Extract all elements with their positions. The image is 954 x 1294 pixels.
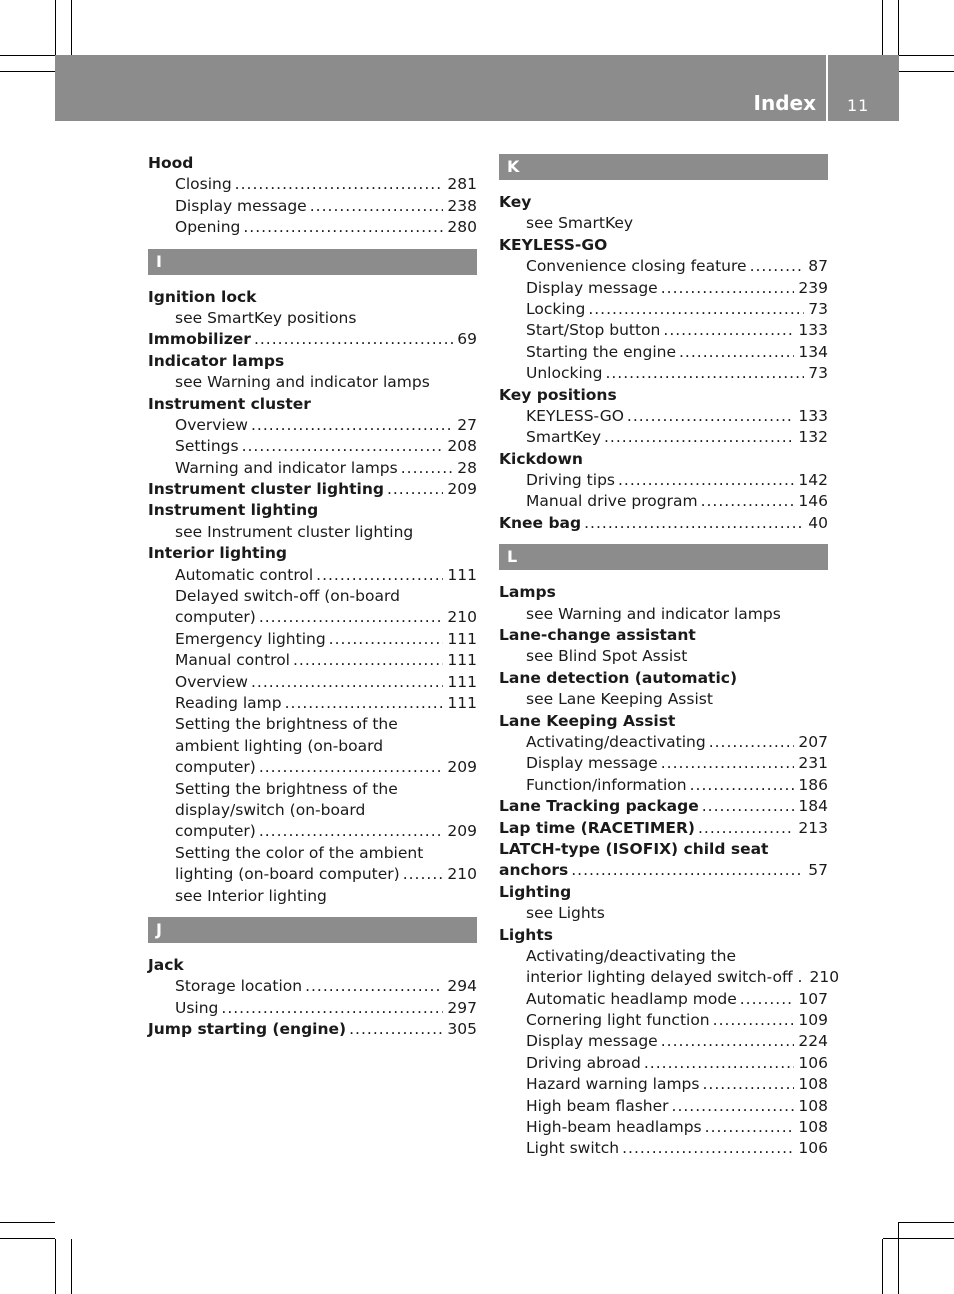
entry-text: Setting the brightness of the <box>175 715 398 734</box>
leader-dots <box>702 1074 794 1095</box>
page-ref: 294 <box>447 977 477 996</box>
index-subentry <box>499 989 828 1010</box>
entry-text: Driving abroad <box>526 1053 641 1072</box>
index-subentry <box>148 217 477 238</box>
entry-text: Unlocking <box>526 364 603 383</box>
index-subentry <box>148 586 477 607</box>
entry-text: ambient lighting (on-board <box>175 736 384 755</box>
entry-text: Key positions <box>499 385 617 404</box>
page-ref: 107 <box>798 989 828 1008</box>
index-subentry <box>499 689 828 710</box>
entry-text: Indicator lamps <box>148 351 285 370</box>
index-subentry <box>148 672 477 693</box>
page-ref: 231 <box>798 754 828 773</box>
index-entry <box>499 925 828 946</box>
leader-dots <box>661 278 795 299</box>
index-subentry <box>499 1096 828 1117</box>
leader-dots <box>622 1138 794 1159</box>
leader-dots <box>259 607 444 628</box>
index-entry <box>499 796 828 817</box>
index-subentry <box>499 342 828 363</box>
crop-mark <box>55 0 56 55</box>
index-entry <box>499 625 828 646</box>
entry-text: see Interior lighting <box>175 886 327 905</box>
entry-text: Display message <box>526 278 658 297</box>
entry-text: Hood <box>148 154 194 172</box>
leader-dots <box>750 256 805 277</box>
index-entry <box>499 882 828 903</box>
index-subentry <box>148 998 477 1019</box>
entry-text: Instrument cluster lighting <box>148 480 384 499</box>
index-subentry <box>148 976 477 997</box>
leader-dots <box>679 342 794 363</box>
entry-text: Closing <box>175 175 232 194</box>
leader-dots <box>221 998 443 1019</box>
leader-dots <box>259 757 444 778</box>
entry-text: computer) <box>175 608 256 627</box>
entry-text: Lane Tracking package <box>499 797 699 816</box>
index-subentry <box>148 522 477 543</box>
entry-text: see Warning and indicator lamps <box>175 373 430 392</box>
index-entry <box>499 839 828 860</box>
crop-mark <box>71 0 72 55</box>
page-ref: 210 <box>447 608 477 627</box>
leader-dots <box>285 693 444 714</box>
entry-text: Using <box>175 998 219 1017</box>
leader-dots <box>605 363 804 384</box>
entry-text: see Instrument cluster lighting <box>175 522 414 541</box>
entry-text: anchors <box>499 861 569 880</box>
index-subentry <box>148 886 477 907</box>
page-ref: 224 <box>798 1032 828 1051</box>
leader-dots <box>571 860 804 881</box>
entry-text: Key <box>499 193 532 211</box>
leader-dots <box>663 320 794 341</box>
crop-mark <box>0 55 55 56</box>
index-subentry <box>148 864 477 885</box>
page-ref: 106 <box>798 1053 828 1072</box>
entry-text: High beam flasher <box>526 1096 669 1115</box>
leader-dots <box>604 427 794 448</box>
entry-text: lighting (on-board computer) <box>175 865 400 884</box>
index-entry <box>148 955 477 976</box>
leader-dots <box>588 299 804 320</box>
entry-text: Warning and indicator lamps <box>175 458 398 477</box>
page-ref: 132 <box>798 428 828 447</box>
entry-text: Automatic headlamp mode <box>526 989 737 1008</box>
crop-mark <box>0 1222 55 1223</box>
page-ref: 69 <box>457 330 477 349</box>
leader-dots <box>690 775 795 796</box>
index-entry <box>148 351 477 372</box>
index-subentry <box>499 903 828 924</box>
index-entry <box>499 449 828 470</box>
entry-text: Automatic control <box>175 565 314 584</box>
entry-text: Starting the engine <box>526 342 676 361</box>
leader-dots <box>740 989 795 1010</box>
page-number: 11 <box>847 96 870 115</box>
page-ref: 305 <box>447 1020 477 1039</box>
entry-text: see Warning and indicator lamps <box>526 604 781 623</box>
entry-text: Setting the brightness of the <box>175 779 398 798</box>
index-entry <box>499 860 828 881</box>
leader-dots <box>701 491 795 512</box>
index-subentry <box>148 693 477 714</box>
entry-text: Manual drive program <box>526 492 698 511</box>
page-ref: 27 <box>457 415 477 434</box>
index-subentry <box>148 415 477 436</box>
index-subentry <box>499 1010 828 1031</box>
leader-dots <box>618 470 794 491</box>
index-subentry <box>148 174 477 195</box>
page-ref: 281 <box>447 175 477 194</box>
index-entry <box>499 711 828 732</box>
section-letter-k: K <box>499 154 828 180</box>
index-subentry <box>148 714 477 735</box>
leader-dots <box>316 565 443 586</box>
entry-text: computer) <box>175 822 256 841</box>
entry-text: Start/Stop button <box>526 321 661 340</box>
leader-dots <box>661 1031 795 1052</box>
entry-text: see SmartKey <box>526 214 634 233</box>
leader-dots <box>698 818 794 839</box>
crop-mark <box>55 1239 56 1294</box>
index-entry <box>148 153 477 174</box>
page-ref: 208 <box>447 437 477 456</box>
leader-dots <box>242 436 444 457</box>
entry-text: Ignition lock <box>148 287 257 306</box>
page-ref: 111 <box>447 693 477 712</box>
leader-dots <box>251 672 443 693</box>
leader-dots <box>401 458 454 479</box>
page-ref: 111 <box>447 672 477 691</box>
page-ref: 146 <box>798 492 828 511</box>
crop-mark <box>882 0 883 55</box>
index-entry <box>499 668 828 689</box>
leader-dots <box>644 1053 795 1074</box>
entry-text: Light switch <box>526 1139 620 1158</box>
entry-text: Display message <box>175 196 307 215</box>
index-subentry <box>499 491 828 512</box>
leader-dots <box>705 1117 795 1138</box>
index-entry <box>499 192 828 213</box>
index-subentry <box>148 800 477 821</box>
entry-text: interior lighting delayed switch-off . <box>526 968 803 987</box>
index-subentry <box>148 458 477 479</box>
index-subentry <box>148 436 477 457</box>
crop-mark <box>899 55 954 56</box>
page-ref: 209 <box>447 480 477 499</box>
leader-dots <box>259 821 444 842</box>
entry-text: Manual control <box>175 651 290 670</box>
leader-dots <box>627 406 795 427</box>
page-ref: 133 <box>798 321 828 340</box>
crop-mark <box>898 1222 899 1294</box>
crop-mark <box>0 71 55 72</box>
section-letter-l: L <box>499 544 828 570</box>
entry-text: Lights <box>499 925 553 944</box>
page-ref: 297 <box>447 998 477 1017</box>
index-subentry <box>499 604 828 625</box>
entry-text: Cornering light function <box>526 1011 710 1030</box>
leader-dots <box>349 1019 443 1040</box>
page-title: Index <box>753 91 816 115</box>
leader-dots <box>243 217 443 238</box>
index-entry <box>499 582 828 603</box>
crop-mark <box>899 71 954 72</box>
page-ref: 108 <box>798 1096 828 1115</box>
page-ref: 108 <box>798 1075 828 1094</box>
entry-text: Kickdown <box>499 449 583 468</box>
page-ref: 207 <box>798 732 828 751</box>
index-subentry <box>148 650 477 671</box>
entry-text: see Lane Keeping Assist <box>526 690 713 709</box>
entry-text: Setting the color of the ambient <box>175 843 424 862</box>
entry-text: Lane Keeping Assist <box>499 711 676 730</box>
index-subentry <box>499 320 828 341</box>
page-ref: 186 <box>798 775 828 794</box>
section-letter-j: J <box>148 917 477 943</box>
entry-text: Activating/deactivating <box>526 732 706 751</box>
page-ref: 111 <box>447 651 477 670</box>
index-subentry <box>499 946 828 967</box>
entry-text: Display message <box>526 754 658 773</box>
entry-text: Knee bag <box>499 513 582 532</box>
page-ref: 111 <box>447 629 477 648</box>
index-entry <box>148 500 477 521</box>
page-ref: 73 <box>808 299 828 318</box>
page-ref: 28 <box>457 458 477 477</box>
entry-text: display/switch (on-board <box>175 800 366 819</box>
page-ref: 106 <box>798 1139 828 1158</box>
crop-mark <box>71 1239 72 1294</box>
index-subentry <box>499 278 828 299</box>
page-ref: 73 <box>808 364 828 383</box>
index-subentry <box>148 843 477 864</box>
leader-dots <box>293 650 443 671</box>
header-divider <box>826 55 828 121</box>
index-entry <box>148 329 477 350</box>
entry-text: Interior lighting <box>148 544 287 563</box>
index-column-left <box>148 153 477 1040</box>
entry-text: Driving tips <box>526 471 615 490</box>
page-ref: 209 <box>447 758 477 777</box>
index-column-right <box>499 154 840 1160</box>
page-ref: 280 <box>447 218 477 237</box>
index-entry <box>148 287 477 308</box>
page-ref: 184 <box>798 797 828 816</box>
entry-text: Lane-change assistant <box>499 626 696 645</box>
index-entry <box>499 385 828 406</box>
entry-text: Activating/deactivating the <box>526 946 737 965</box>
leader-dots <box>305 976 443 997</box>
leader-dots <box>387 479 443 500</box>
index-subentry <box>499 406 828 427</box>
entry-text: Instrument lighting <box>148 501 319 520</box>
entry-text: Hazard warning lamps <box>526 1075 700 1094</box>
page-ref: 109 <box>798 1011 828 1030</box>
crop-mark <box>883 1238 954 1239</box>
page-ref: 209 <box>447 822 477 841</box>
index-entry <box>499 235 828 256</box>
index-subentry <box>499 646 828 667</box>
page-header <box>55 55 899 121</box>
entry-text: Reading lamp <box>175 693 282 712</box>
leader-dots <box>251 415 453 436</box>
leader-dots <box>661 753 795 774</box>
leader-dots <box>713 1010 795 1031</box>
index-subentry <box>499 732 828 753</box>
entry-text: Function/information <box>526 775 687 794</box>
entry-text: computer) <box>175 758 256 777</box>
index-subentry <box>148 196 477 217</box>
index-subentry <box>148 821 477 842</box>
entry-text: SmartKey <box>526 428 601 447</box>
index-subentry <box>499 1074 828 1095</box>
index-subentry <box>148 629 477 650</box>
page-ref: 238 <box>447 196 477 215</box>
index-entry <box>148 543 477 564</box>
leader-dots <box>672 1096 795 1117</box>
leader-dots <box>702 796 795 817</box>
entry-text: Storage location <box>175 977 303 996</box>
entry-text: Convenience closing feature <box>526 257 747 276</box>
index-subentry <box>148 372 477 393</box>
index-subentry <box>499 775 828 796</box>
entry-text: Display message <box>526 1032 658 1051</box>
entry-text: Lamps <box>499 583 556 602</box>
leader-dots <box>329 629 444 650</box>
leader-dots <box>584 513 804 534</box>
entry-text: Delayed switch-off (on-board <box>175 587 400 606</box>
crop-mark <box>899 1222 954 1223</box>
page-ref: 210 <box>809 968 840 987</box>
entry-text: Lap time (RACETIMER) <box>499 818 695 837</box>
entry-text: Overview <box>175 415 248 434</box>
entry-text: KEYLESS-GO <box>526 406 624 425</box>
leader-dots <box>709 732 795 753</box>
leader-dots <box>235 174 444 195</box>
index-subentry <box>499 1117 828 1138</box>
page-ref: 213 <box>798 818 828 837</box>
index-subentry <box>499 299 828 320</box>
index-subentry <box>148 757 477 778</box>
entry-text: see SmartKey positions <box>175 308 357 327</box>
index-subentry <box>148 736 477 757</box>
index-entry <box>499 818 828 839</box>
index-entry <box>148 394 477 415</box>
index-subentry <box>499 256 828 277</box>
index-subentry <box>148 565 477 586</box>
entry-text: see Lights <box>526 904 605 923</box>
index-subentry <box>499 1053 828 1074</box>
page-ref: 108 <box>798 1118 828 1137</box>
index-subentry <box>499 1138 828 1159</box>
leader-dots <box>254 329 453 350</box>
entry-text: Immobilizer <box>148 330 251 349</box>
page-ref: 57 <box>808 861 828 880</box>
page-ref: 210 <box>447 865 477 884</box>
index-subentry <box>499 967 840 988</box>
page-ref: 134 <box>798 342 828 361</box>
crop-mark <box>898 0 899 55</box>
entry-text: Lighting <box>499 882 572 901</box>
leader-dots <box>403 864 444 885</box>
page-ref: 142 <box>798 471 828 490</box>
entry-text: see Blind Spot Assist <box>526 647 688 666</box>
index-subentry <box>499 753 828 774</box>
entry-text: Jack <box>148 955 184 974</box>
entry-text: Overview <box>175 672 248 691</box>
entry-text: Lane detection (automatic) <box>499 668 738 687</box>
entry-text: Locking <box>526 299 586 318</box>
leader-dots <box>310 196 444 217</box>
entry-text: Jump starting (engine) <box>148 1020 347 1039</box>
entry-text: Instrument cluster <box>148 394 311 413</box>
section-letter-i: I <box>148 249 477 275</box>
page-ref: 40 <box>808 513 828 532</box>
index-subentry <box>499 213 828 234</box>
index-entry <box>148 1019 477 1040</box>
crop-mark <box>0 1238 55 1239</box>
page-ref: 111 <box>447 565 477 584</box>
index-subentry <box>148 308 477 329</box>
page-ref: 87 <box>808 257 828 276</box>
entry-text: High-beam headlamps <box>526 1118 702 1137</box>
entry-text: Opening <box>175 218 241 237</box>
page-ref: 239 <box>798 278 828 297</box>
index-subentry <box>148 607 477 628</box>
index-entry <box>148 479 477 500</box>
entry-text: Emergency lighting <box>175 629 326 648</box>
index-subentry <box>499 470 828 491</box>
index-subentry <box>499 363 828 384</box>
entry-text: LATCH-type (ISOFIX) child seat <box>499 839 769 858</box>
entry-text: Settings <box>175 437 239 456</box>
crop-mark <box>882 1239 883 1294</box>
index-subentry <box>499 1031 828 1052</box>
index-subentry <box>499 427 828 448</box>
entry-text: KEYLESS-GO <box>499 235 608 254</box>
index-entry <box>499 513 828 534</box>
page-ref: 133 <box>798 406 828 425</box>
index-subentry <box>148 779 477 800</box>
